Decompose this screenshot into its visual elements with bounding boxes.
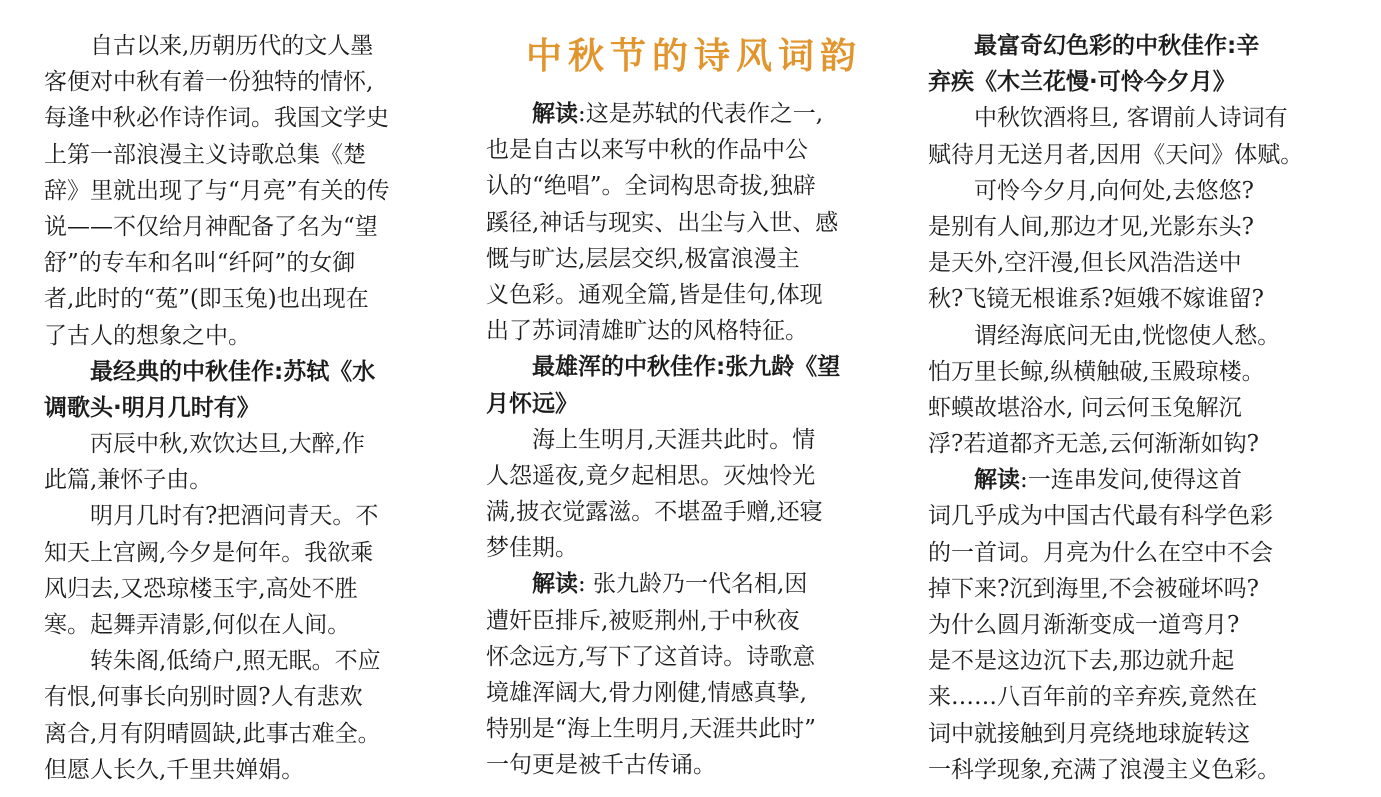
intro-line: 上第一部浪漫主义诗歌总集《楚 [44, 141, 366, 168]
commentary-line: 怀念远方,写下了这首诗。诗歌意 [486, 643, 816, 670]
commentary-text: : 张九龄乃一代名相,因 [578, 571, 808, 598]
section-heading-zhang: 月怀远》 [486, 390, 578, 417]
intro-line: 者,此时的“菟”(即玉兔)也出现在 [44, 286, 369, 313]
intro-line: 辞》里就出现了与“月亮”有关的传 [44, 177, 390, 204]
poem-line: 寒。起舞弄清影,何似在人间。 [44, 612, 351, 638]
commentary-line [486, 96, 902, 132]
poem-line: 虾蟆故堪浴水, 问云何玉兔解沉 [928, 394, 1242, 421]
commentary-line: 词中就接触到月亮绕地球旋转这 [928, 720, 1250, 747]
poem-line: 怕万里长鲸,纵横触破,玉殿琼楼。 [928, 358, 1265, 385]
column-middle [486, 28, 902, 784]
commentary-line: 特别是“海上生明月,天涯共此时” [486, 716, 816, 743]
intro-line: 了古人的想象之中。 [44, 322, 251, 349]
poem-line: 可怜今夕月,向何处,去悠悠? [974, 177, 1254, 204]
poem-line: 明月几时有?把酒问青天。不 [90, 503, 379, 530]
poem-preface-line: 此篇,兼怀子由。 [44, 467, 213, 494]
commentary-line: 遭奸臣排斥,被贬荆州,于中秋夜 [486, 607, 800, 634]
poem-line: 谓经海底问无由,恍惚使人愁。 [974, 322, 1281, 349]
poem-line: 但愿人长久,千里共婵娟。 [44, 756, 305, 783]
intro-line: 舒”的专车和名叫“纤阿”的女御 [44, 250, 356, 277]
commentary-line: 蹊径,神话与现实、出尘与入世、感 [486, 209, 839, 236]
commentary-label: 解读 [532, 571, 578, 598]
commentary-line: 来……八百年前的辛弃疾,竟然在 [928, 684, 1258, 711]
page-title: 中秋节的诗风词韵 [525, 35, 862, 77]
poem-line: 满,披衣觉露滋。不堪盈手赠,还寝 [486, 499, 823, 526]
commentary-line: 一科学现象,充满了浪漫主义色彩。 [928, 756, 1281, 783]
commentary-line: 的一首词。月亮为什么在空中不会 [928, 539, 1273, 566]
section-heading-xin: 最富奇幻色彩的中秋佳作:辛 [974, 33, 1260, 59]
commentary-line: 词几乎成为中国古代最有科学色彩 [928, 503, 1273, 530]
commentary-line: 掉下来?沉到海里,不会被碰坏吗? [928, 575, 1259, 602]
commentary-line [486, 566, 902, 602]
poem-line: 人怨遥夜,竟夕起相思。灭烛怜光 [486, 462, 816, 489]
section-heading-xin: 弃疾《木兰花慢·可怜今夕月》 [928, 69, 1236, 96]
poem-line: 浮?若道都齐无恙,云何渐渐如钩? [928, 431, 1259, 458]
intro-line: 客便对中秋有着一份独特的情怀, [44, 69, 374, 96]
commentary-line: 慨与旷达,层层交织,极富浪漫主 [486, 245, 800, 272]
intro-line: 说——不仅给月神配备了名为“望 [44, 213, 378, 240]
column-right [928, 28, 1344, 788]
section-heading-sushi: 最经典的中秋佳作:苏轼《水 [90, 358, 376, 385]
poem-line: 离合,月有阴晴圆缺,此事古难全。 [44, 720, 381, 747]
commentary-label: 解读 [532, 101, 578, 127]
poem-preface-line: 赋待月无送月者,因用《天问》体赋。 [928, 141, 1304, 168]
commentary-label: 解读 [974, 467, 1020, 494]
poem-line: 梦佳期。 [486, 535, 578, 562]
intro-line: 每逢中秋必作诗作词。我国文学史 [44, 105, 389, 132]
commentary-line: 一句更是被千古传诵。 [486, 752, 716, 779]
poem-line: 有恨,何事长向别时圆?人有悲欢 [44, 684, 363, 711]
commentary-line: 认的“绝唱”。全词构思奇拔,独辟 [486, 173, 816, 200]
commentary-text: :这是苏轼的代表作之一, [578, 101, 824, 127]
commentary-line: 是不是这边沉下去,那边就升起 [928, 648, 1235, 675]
poem-line: 知天上宫阙,今夕是何年。我欲乘 [44, 539, 374, 566]
commentary-line [928, 462, 1344, 498]
section-heading-sushi: 调歌头·明月几时有》 [44, 394, 260, 421]
commentary-line: 为什么圆月渐渐变成一道弯月? [928, 612, 1240, 638]
section-heading-zhang: 最雄浑的中秋佳作:张九龄《望 [532, 354, 841, 381]
commentary-line: 义色彩。通观全篇,皆是佳句,体现 [486, 281, 823, 308]
poem-line: 秋?飞镜无根谁系?姮娥不嫁谁留? [928, 286, 1264, 313]
poem-preface-line: 中秋饮酒将旦, 客谓前人诗词有 [974, 105, 1288, 132]
commentary-line: 出了苏词清雄旷达的风格特征。 [486, 318, 808, 345]
commentary-line: 也是自古以来写中秋的作品中公 [486, 137, 808, 164]
column-left [44, 28, 456, 788]
commentary-line: 境雄浑阔大,骨力刚健,情感真挚, [486, 680, 807, 706]
poem-line: 是别有人间,那边才见,光影东头? [928, 213, 1254, 240]
intro-line: 自古以来,历朝历代的文人墨 [90, 33, 374, 59]
poem-preface-line: 丙辰中秋,欢饮达旦,大醉,作 [90, 431, 365, 458]
commentary-text: :一连串发问,使得这首 [1020, 467, 1243, 494]
poem-line: 海上生明月,天涯共此时。情 [532, 426, 816, 453]
poem-line: 转朱阁,低绮户,照无眠。不应 [90, 648, 381, 675]
poem-line: 是天外,空汗漫,但长风浩浩送中 [928, 250, 1242, 277]
poem-line: 风归去,又恐琼楼玉宇,高处不胜 [44, 575, 358, 602]
